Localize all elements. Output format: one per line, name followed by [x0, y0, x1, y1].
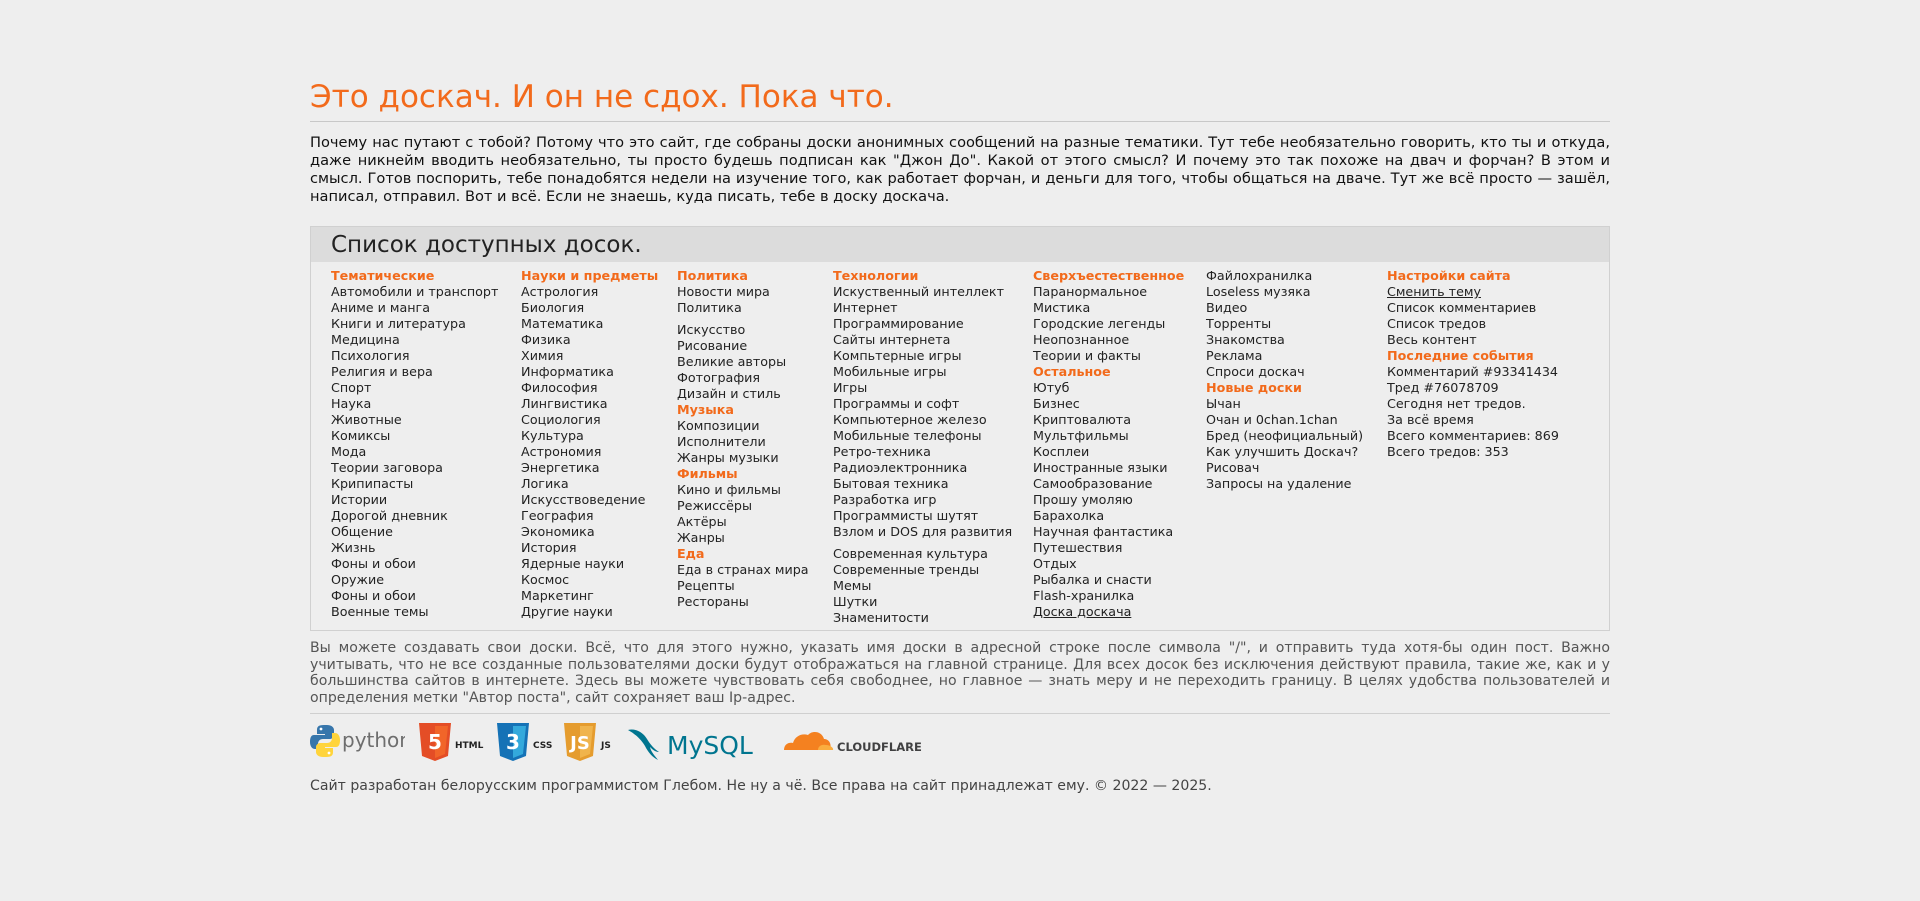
board-link[interactable]: Файлохранилка: [1206, 268, 1313, 283]
board-link[interactable]: Искуственный интеллект: [833, 284, 1004, 299]
board-link[interactable]: География: [521, 508, 594, 523]
board-link[interactable]: Лингвистика: [521, 396, 608, 411]
board-group-heading: Музыка: [677, 402, 734, 417]
board-link[interactable]: Сайты интернета: [833, 332, 951, 347]
board-link[interactable]: Оружие: [331, 572, 385, 587]
board-link[interactable]: Тред #76078709: [1387, 380, 1499, 395]
board-link[interactable]: Путешествия: [1033, 540, 1123, 555]
board-link[interactable]: Косплеи: [1033, 444, 1090, 459]
board-link[interactable]: Истории: [331, 492, 388, 507]
board-link[interactable]: Наука: [331, 396, 372, 411]
board-link[interactable]: Дорогой дневник: [331, 508, 448, 523]
board-link[interactable]: Книги и литература: [331, 316, 466, 331]
board-link[interactable]: Компьтерные игры: [833, 348, 962, 363]
stat-text: За всё время: [1387, 412, 1474, 427]
intro-text: Почему нас путают с тобой? Потому что это сайт, где собраны доски анонимных сообщений на разные тематики. Тут тебе необязательно говорить, кто ты и откуда, даже никнейм вводить необязательно, ты просто будешь подписан как "Джон До". Какой от этого смысл? И почему это так похоже на двач и форчан? В этом и смысл. Готов поспорить, тебе понадобятся недели на изучение того, как работает форчан, и деньги для того, чтобы общаться на дваче. Тут же всё просто — зашёл, написал, отправил. Вот и всё. Если не знаешь, куда писать, тебе в доску доскача.: [310, 134, 1610, 205]
board-link[interactable]: Астрология: [521, 284, 599, 299]
python-label: python: [342, 728, 405, 752]
board-link[interactable]: Городские легенды: [1033, 316, 1166, 331]
board-link[interactable]: Логика: [521, 476, 569, 491]
board-link[interactable]: Космос: [521, 572, 570, 587]
board-link[interactable]: Loseless музяка: [1206, 284, 1311, 299]
board-link[interactable]: Игры: [833, 380, 868, 395]
board-link[interactable]: Психология: [331, 348, 410, 363]
board-column-6: [1206, 268, 1363, 492]
board-group-heading: Новые доски: [1206, 380, 1302, 395]
board-link[interactable]: Научная фантастика: [1033, 524, 1174, 539]
board-column-2: [521, 268, 658, 620]
python-icon: [310, 725, 340, 757]
board-link[interactable]: Аниме и манга: [331, 300, 430, 315]
board-link[interactable]: Фотография: [677, 370, 761, 385]
board-link[interactable]: Шутки: [833, 594, 878, 609]
board-link[interactable]: Рестораны: [677, 594, 749, 609]
board-link[interactable]: Теории и факты: [1033, 348, 1141, 363]
js-logo: [563, 722, 618, 766]
board-link[interactable]: Комиксы: [331, 428, 391, 443]
board-link[interactable]: Дизайн и стиль: [677, 386, 781, 401]
board-link[interactable]: Взлом и DOS для развития: [833, 524, 1013, 539]
board-link[interactable]: Неопознанное: [1033, 332, 1130, 347]
board-link[interactable]: Маркетинг: [521, 588, 594, 603]
boards-columns: [311, 262, 1609, 625]
board-link[interactable]: Мистика: [1033, 300, 1091, 315]
copyright: Сайт разработан белорусским программистом Глебом. Не ну а чё. Все права на сайт принадлежат ему. © 2022 — 2025.: [310, 778, 1212, 794]
board-link[interactable]: Химия: [521, 348, 564, 363]
board-link[interactable]: Иностранные языки: [1033, 460, 1168, 475]
board-link[interactable]: Паранормальное: [1033, 284, 1148, 299]
board-group-heading: Последние события: [1387, 348, 1534, 363]
board-link[interactable]: Искусствоведение: [521, 492, 646, 507]
board-link[interactable]: Медицина: [331, 332, 400, 347]
board-link[interactable]: Видео: [1206, 300, 1248, 315]
board-link[interactable]: Прошу умоляю: [1033, 492, 1133, 507]
board-link[interactable]: Режиссёры: [677, 498, 752, 513]
board-link[interactable]: Автомобили и транспорт: [331, 284, 499, 299]
js-label: JS: [601, 741, 611, 751]
board-link[interactable]: Экономика: [521, 524, 595, 539]
board-link[interactable]: Интернет: [833, 300, 898, 315]
board-group-heading: Фильмы: [677, 466, 738, 481]
tech-logos: [310, 722, 1610, 777]
board-link[interactable]: Рецепты: [677, 578, 735, 593]
board-link[interactable]: Астрономия: [521, 444, 602, 459]
board-column-7: [1387, 268, 1559, 460]
board-link[interactable]: Запросы на удаление: [1206, 476, 1352, 491]
board-link[interactable]: Спроси доскач: [1206, 364, 1305, 379]
board-link[interactable]: Жанры музыки: [677, 450, 779, 465]
board-link[interactable]: Культура: [521, 428, 584, 443]
board-link[interactable]: Исполнители: [677, 434, 766, 449]
stat-text: Всего тредов: 353: [1387, 444, 1509, 459]
board-link[interactable]: Мобильные игры: [833, 364, 947, 379]
board-link[interactable]: Список тредов: [1387, 316, 1487, 331]
board-link[interactable]: Теории заговора: [331, 460, 443, 475]
board-link[interactable]: Общение: [331, 524, 393, 539]
board-link[interactable]: Знакомства: [1206, 332, 1285, 347]
board-link[interactable]: Информатика: [521, 364, 614, 379]
board-link[interactable]: История: [521, 540, 577, 555]
board-link[interactable]: Рыбалка и снасти: [1033, 572, 1152, 587]
board-link[interactable]: Бизнес: [1033, 396, 1080, 411]
footer-divider: [310, 713, 1610, 714]
board-link[interactable]: Ядерные науки: [521, 556, 625, 571]
board-link[interactable]: Мобильные телефоны: [833, 428, 982, 443]
board-link[interactable]: Очан и 0chan.1chan: [1206, 412, 1338, 427]
html5-logo: [418, 722, 488, 766]
board-link[interactable]: Весь контент: [1387, 332, 1477, 347]
board-link[interactable]: Другие науки: [521, 604, 613, 619]
stat-text: Всего комментариев: 869: [1387, 428, 1559, 443]
page-container: [310, 75, 1610, 795]
dolphin-icon: [628, 729, 659, 760]
css3-logo: [496, 722, 556, 766]
board-link[interactable]: Радиоэлектронника: [833, 460, 968, 475]
mysql-label: MySQL: [667, 731, 753, 760]
footer-text: Вы можете создавать свои доски. Всё, что для этого нужно, указать имя доски в адресной строке после символа "/", и отправить туда хотя-бы один пост. Важно учитывать, что не все созданные пользователями доски будут отображаться на главной странице. Для всех досок без исключения действуют правила, такие же, как и у большинства сайтов в интернете. Здесь вы можете чувствовать себя свободнее, но главное — знать меру и не переходить границу. В целях удобства пользователей и определения метки "Автор поста", сайт сохраняет ваш Ip-адрес.: [310, 640, 1610, 706]
board-column-1: [331, 268, 498, 620]
board-link[interactable]: Сменить тему: [1387, 284, 1481, 299]
css3-label: CSS: [533, 741, 553, 751]
board-link[interactable]: Торренты: [1206, 316, 1272, 331]
board-link[interactable]: Комментарий #93341434: [1387, 364, 1558, 379]
board-link[interactable]: Композиции: [677, 418, 760, 433]
board-link[interactable]: Барахолка: [1033, 508, 1105, 523]
board-group-heading: Тематические: [331, 268, 435, 283]
board-link[interactable]: Современные тренды: [833, 562, 980, 577]
page-title: Это доскач. И он не сдох. Пока что.: [310, 79, 894, 115]
board-link[interactable]: Программирование: [833, 316, 964, 331]
board-link[interactable]: Flash-хранилка: [1033, 588, 1135, 603]
svg-text:3: 3: [506, 730, 520, 754]
board-link[interactable]: Рисовач: [1206, 460, 1260, 475]
board-link[interactable]: Ычан: [1206, 396, 1241, 411]
mysql-logo: [625, 722, 765, 768]
board-link[interactable]: Доска доскача: [1033, 604, 1132, 619]
board-link[interactable]: Социология: [521, 412, 601, 427]
board-group-heading: Технологии: [833, 268, 919, 283]
board-link[interactable]: Разработка игр: [833, 492, 937, 507]
html5-label: HTML: [455, 741, 484, 751]
board-link[interactable]: Военные темы: [331, 604, 429, 619]
board-link[interactable]: Ютуб: [1033, 380, 1070, 395]
board-link[interactable]: Бред (неофициальный): [1206, 428, 1364, 443]
board-link[interactable]: Мультфильмы: [1033, 428, 1129, 443]
board-link[interactable]: Актёры: [677, 514, 727, 529]
board-link[interactable]: Искусство: [677, 322, 746, 337]
board-link[interactable]: Отдых: [1033, 556, 1077, 571]
board-group-heading: Еда: [677, 546, 705, 561]
board-link[interactable]: Еда в странах мира: [677, 562, 809, 577]
board-link[interactable]: Рисование: [677, 338, 748, 353]
board-link[interactable]: Компьютерное железо: [833, 412, 987, 427]
board-link[interactable]: Энергетика: [521, 460, 600, 475]
board-link[interactable]: Бытовая техника: [833, 476, 949, 491]
board-group-heading: Политика: [677, 268, 748, 283]
board-link[interactable]: Криптовалюта: [1033, 412, 1131, 427]
boards-heading: Список доступных досок.: [311, 227, 1609, 262]
board-link[interactable]: Фоны и обои: [331, 556, 416, 571]
board-group-heading: Науки и предметы: [521, 268, 659, 283]
cloud-icon: [784, 732, 833, 750]
board-link[interactable]: Программисты шутят: [833, 508, 979, 523]
python-logo: [310, 722, 405, 764]
board-link[interactable]: Новости мира: [677, 284, 770, 299]
board-link[interactable]: Кино и фильмы: [677, 482, 781, 497]
board-link[interactable]: Философия: [521, 380, 598, 395]
board-link[interactable]: Крипипасты: [331, 476, 414, 491]
board-link[interactable]: Список комментариев: [1387, 300, 1537, 315]
board-group-heading: Настройки сайта: [1387, 268, 1511, 283]
board-link[interactable]: Жанры: [677, 530, 725, 545]
board-link[interactable]: Мода: [331, 444, 367, 459]
board-link[interactable]: Животные: [331, 412, 402, 427]
board-group-heading: Сверхъестественное: [1033, 268, 1185, 283]
board-link[interactable]: Спорт: [331, 380, 372, 395]
board-link[interactable]: Знаменитости: [833, 610, 929, 625]
board-link[interactable]: Физика: [521, 332, 571, 347]
board-link[interactable]: Реклама: [1206, 348, 1263, 363]
board-link[interactable]: Мемы: [833, 578, 872, 593]
board-link[interactable]: Как улучшить Доскач?: [1206, 444, 1359, 459]
board-link[interactable]: Политика: [677, 300, 742, 315]
board-link[interactable]: Программы и софт: [833, 396, 960, 411]
cloudflare-logo: [780, 722, 940, 766]
board-link[interactable]: Биология: [521, 300, 585, 315]
board-link[interactable]: Религия и вера: [331, 364, 433, 379]
board-link[interactable]: Математика: [521, 316, 604, 331]
board-column-3: [677, 268, 809, 610]
board-link[interactable]: Ретро-техника: [833, 444, 931, 459]
boards-panel: [310, 226, 1610, 631]
board-link[interactable]: Фоны и обои: [331, 588, 416, 603]
board-column-4: [833, 268, 1012, 626]
board-group-heading: Остальное: [1033, 364, 1111, 379]
cloudflare-label: CLOUDFLARE: [837, 740, 922, 754]
stat-text: Сегодня нет тредов.: [1387, 396, 1526, 411]
board-link[interactable]: Самообразование: [1033, 476, 1153, 491]
board-link[interactable]: Современная культура: [833, 546, 988, 561]
board-column-5: [1033, 268, 1184, 620]
svg-text:JS: JS: [570, 733, 590, 754]
board-link[interactable]: Жизнь: [331, 540, 376, 555]
svg-text:5: 5: [428, 730, 442, 754]
title-divider: [310, 121, 1610, 122]
board-link[interactable]: Великие авторы: [677, 354, 787, 369]
